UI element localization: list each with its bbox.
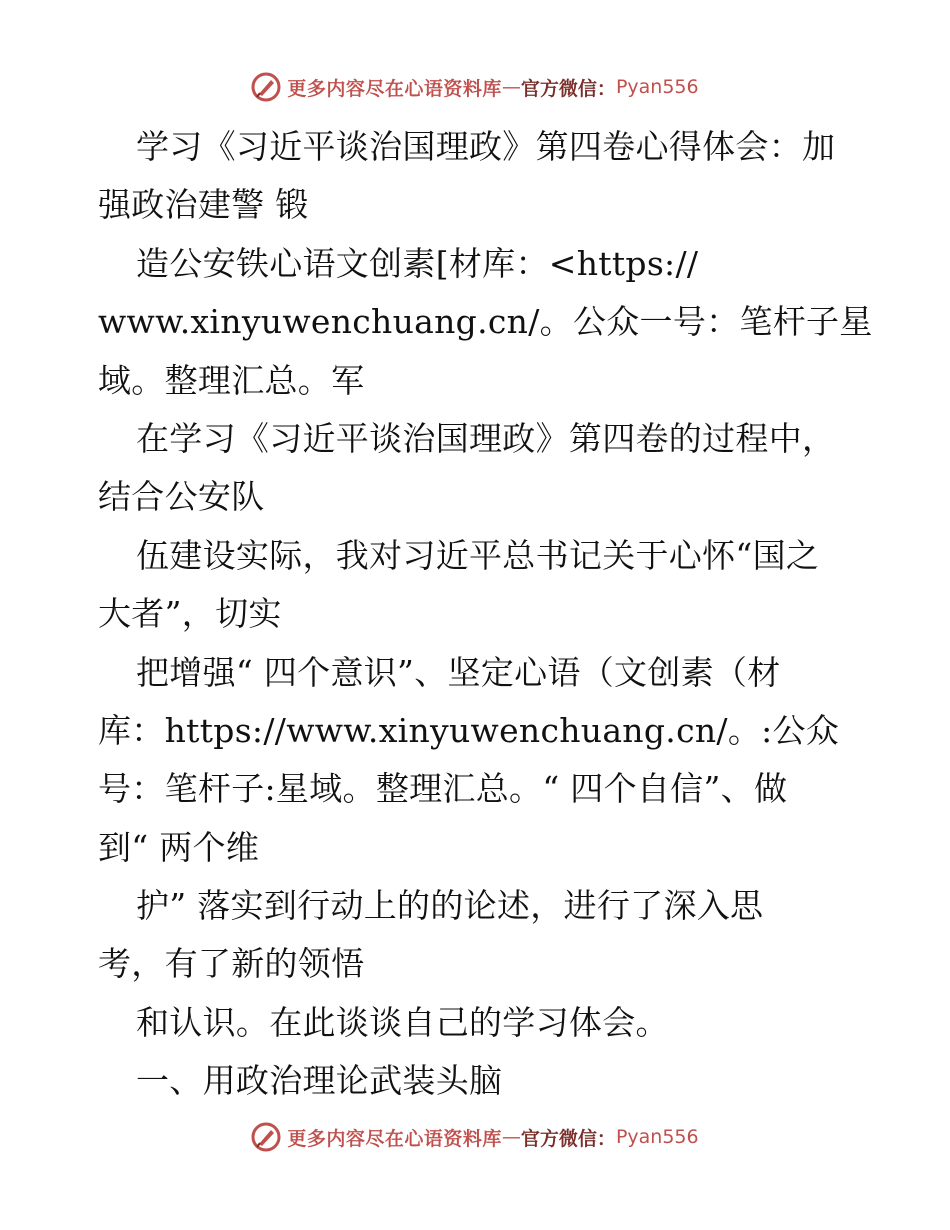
quill-logo-icon (251, 72, 281, 102)
text-line: 把增强“ 四个意识”、坚定心语（文创素（材 (136, 652, 781, 692)
text-line: 强政治建警 锻 (98, 185, 309, 225)
document-body (98, 118, 873, 1111)
text-line: 大者”，切实 (98, 594, 282, 634)
footer-banner (0, 1122, 950, 1152)
banner-separator: — (501, 1126, 521, 1148)
text-line: 域。整理汇总。军 (98, 360, 365, 400)
banner-wechat-label: 官方微信： (520, 1127, 616, 1150)
text-line: 伍建设实际，我对习近平总书记关于心怀“国之 (136, 535, 820, 575)
banner-brand: 更多内容尽在心语资料库 (287, 77, 502, 100)
banner-wechat-id: Pyan556 (615, 76, 699, 98)
text-line: 造公安铁心语文创素[材库：<https:// (136, 243, 699, 283)
text-line: 在学习《习近平谈治国理政》第四卷的过程中， (136, 418, 836, 458)
banner-wechat-label: 官方微信： (520, 77, 616, 100)
text-line: 到“ 两个维 (98, 827, 260, 867)
section-heading: 一、用政治理论武装头脑 (136, 1061, 503, 1101)
text-line: 库：https://www.xinyuwenchuang.cn/。:公众 (98, 710, 840, 750)
banner-separator: — (501, 76, 521, 98)
text-line: 结合公安队 (98, 477, 265, 517)
quill-logo-icon (251, 1122, 281, 1152)
text-line: 护” 落实到行动上的的论述，进行了深入思 (136, 886, 764, 926)
text-line: 号：笔杆子:星域。整理汇总。“ 四个自信”、做 (98, 769, 788, 809)
header-banner (0, 72, 950, 102)
text-line: www.xinyuwenchuang.cn/。公众一号：笔杆子星 (98, 302, 873, 342)
text-line: 考，有了新的领悟 (98, 944, 365, 984)
text-line: 学习《习近平谈治国理政》第四卷心得体会：加 (136, 127, 836, 166)
banner-brand: 更多内容尽在心语资料库 (287, 1127, 502, 1150)
banner-wechat-id: Pyan556 (615, 1126, 699, 1148)
text-line: 和认识。在此谈谈自己的学习体会。 (136, 1002, 669, 1042)
